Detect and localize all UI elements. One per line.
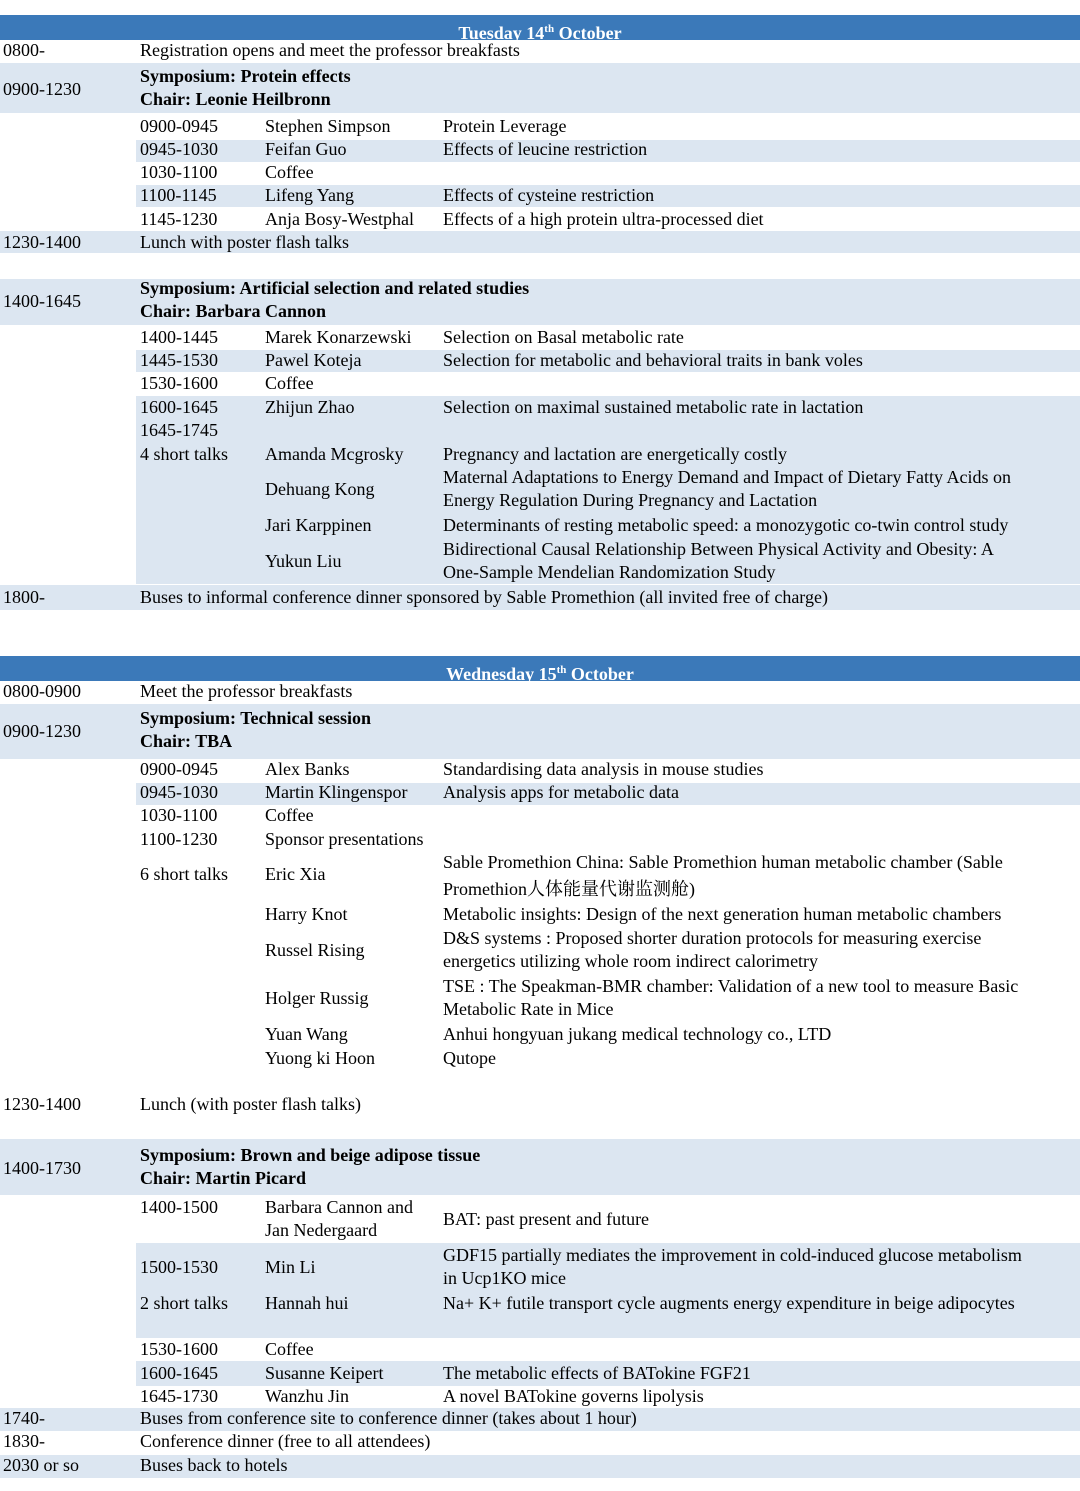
symposium-chair: Chair: Leonie Heilbronn: [140, 89, 331, 109]
header-date-number: 15: [538, 664, 557, 684]
talk-slot: 1400-1445: [140, 327, 218, 347]
speaker-name: Coffee: [265, 805, 314, 825]
talk-title: Bidirectional Causal Relationship Between Physical Activity and Obesity: A: [443, 539, 994, 559]
session-time: 1740-: [3, 1408, 45, 1428]
speaker-name: Sponsor presentations: [265, 829, 424, 849]
session-time: 1230-1400: [3, 1094, 81, 1114]
talk-slot: 1030-1100: [140, 805, 218, 825]
talk-slot: 1100-1145: [140, 185, 217, 205]
day-header: [0, 15, 1080, 43]
session-time: 1830-: [3, 1431, 45, 1451]
talk-slot: 1400-1500: [140, 1197, 218, 1217]
speaker-name: Alex Banks: [265, 759, 350, 779]
header-weekday: Wednesday: [446, 664, 535, 684]
talk-slot: 0945-1030: [140, 139, 218, 159]
talk-title: Qutope: [443, 1048, 496, 1068]
speaker-name: Barbara Cannon and: [265, 1197, 413, 1217]
talk-slot: 4 short talks: [140, 444, 228, 464]
talk-title: D&S systems : Proposed shorter duration protocols for measuring exercise: [443, 928, 982, 948]
speaker-name: Jari Karppinen: [265, 515, 372, 535]
talk-title: Selection on Basal metabolic rate: [443, 327, 684, 347]
symposium-title: Symposium: Protein effects: [140, 66, 351, 86]
speaker-name: Anja Bosy-Westphal: [265, 209, 415, 229]
session-time: 0800-: [3, 40, 45, 60]
speaker-name: Yuong ki Hoon: [265, 1048, 376, 1068]
talk-slot: 1530-1600: [140, 1339, 218, 1359]
talk-title: Selection on maximal sustained metabolic rate in lactation: [443, 397, 864, 417]
talk-title: Selection for metabolic and behavioral traits in bank voles: [443, 350, 863, 370]
talk-title: The metabolic effects of BATokine FGF21: [443, 1363, 751, 1383]
symposium-chair: Chair: Martin Picard: [140, 1168, 306, 1188]
talk-slot: 0945-1030: [140, 782, 218, 802]
speaker-name: Eric Xia: [265, 864, 326, 884]
speaker-name: Martin Klingenspor: [265, 782, 408, 802]
session-description: Meet the professor breakfasts: [140, 681, 353, 701]
speaker-name: Russel Rising: [265, 940, 365, 960]
talk-slot: 1600-1645: [140, 1363, 218, 1383]
session-description: Registration opens and meet the professor breakfasts: [140, 40, 520, 60]
session-description: Lunch with poster flash talks: [140, 232, 349, 252]
speaker-name: Stephen Simpson: [265, 116, 391, 136]
talk-slot: 1600-1645: [140, 397, 218, 417]
header-month: October: [570, 664, 634, 684]
talk-title: Na+ K+ futile transport cycle augments energy expenditure in beige adipocytes: [443, 1293, 1015, 1313]
speaker-name: Harry Knot: [265, 904, 348, 924]
speaker-name: Jan Nedergaard: [265, 1220, 378, 1240]
session-time: 1400-1730: [3, 1158, 81, 1178]
speaker-name: Hannah hui: [265, 1293, 349, 1313]
session-description: Buses back to hotels: [140, 1455, 288, 1475]
header-date-suffix: th: [556, 664, 567, 676]
talk-title: Protein Leverage: [443, 116, 567, 136]
session-description: Lunch (with poster flash talks): [140, 1094, 361, 1114]
talk-slot: 2 short talks: [140, 1293, 228, 1313]
talk-slot: 1530-1600: [140, 373, 218, 393]
talk-title: Determinants of resting metabolic speed: a monozygotic co-twin control study: [443, 515, 1009, 535]
talk-slot: 0900-0945: [140, 759, 218, 779]
speaker-name: Min Li: [265, 1257, 316, 1277]
session-description: Buses from conference site to conference dinner (takes about 1 hour): [140, 1408, 637, 1428]
session-time: 0800-0900: [3, 681, 81, 701]
speaker-name: Amanda Mcgrosky: [265, 444, 404, 464]
speaker-name: Dehuang Kong: [265, 479, 375, 499]
talk-slot: 1445-1530: [140, 350, 218, 370]
talk-title: Metabolic Rate in Mice: [443, 999, 614, 1019]
talk-title: Effects of cysteine restriction: [443, 185, 655, 205]
session-time: 1230-1400: [3, 232, 81, 252]
symposium-title: Symposium: Brown and beige adipose tissue: [140, 1145, 481, 1165]
header-date-suffix: th: [544, 23, 555, 35]
speaker-name: Yuan Wang: [265, 1024, 348, 1044]
talk-slot: 0900-0945: [140, 116, 218, 136]
talk-title: Sable Promethion China: Sable Promethion human metabolic chamber (Sable: [443, 852, 1003, 872]
speaker-name: Coffee: [265, 162, 314, 182]
talk-title: TSE : The Speakman-BMR chamber: Validation of a new tool to measure Basic: [443, 976, 1019, 996]
speaker-name: Marek Konarzewski: [265, 327, 412, 347]
session-time: 0900-1230: [3, 721, 81, 741]
day-header: [0, 656, 1080, 684]
speaker-name: Zhijun Zhao: [265, 397, 355, 417]
speaker-name: Coffee: [265, 1339, 314, 1359]
speaker-name: Coffee: [265, 373, 314, 393]
talk-title: energetics utilizing whole room indirect calorimetry: [443, 951, 819, 971]
talk-slot: 1030-1100: [140, 162, 218, 182]
talk-title: GDF15 partially mediates the improvement in cold-induced glucose metabolism: [443, 1245, 1022, 1265]
session-description: Buses to informal conference dinner sponsored by Sable Promethion (all invited free of charge): [140, 587, 828, 607]
talk-title: BAT: past present and future: [443, 1209, 650, 1229]
speaker-name: Pawel Koteja: [265, 350, 362, 370]
session-description: Conference dinner (free to all attendees): [140, 1431, 431, 1451]
symposium-title: Symposium: Artificial selection and related studies: [140, 278, 530, 298]
talk-title: Energy Regulation During Pregnancy and Lactation: [443, 490, 818, 510]
talk-slot: 1145-1230: [140, 209, 218, 229]
talk-title: Standardising data analysis in mouse studies: [443, 759, 764, 779]
session-time: 2030 or so: [3, 1455, 79, 1475]
symposium-chair: Chair: TBA: [140, 731, 233, 751]
speaker-name: Lifeng Yang: [265, 185, 354, 205]
symposium-title: Symposium: Technical session: [140, 708, 372, 728]
talk-title: Effects of a high protein ultra-processed diet: [443, 209, 764, 229]
talk-title: Anhui hongyuan jukang medical technology co., LTD: [443, 1024, 832, 1044]
talk-title: Analysis apps for metabolic data: [443, 782, 679, 802]
speaker-name: Susanne Keipert: [265, 1363, 384, 1383]
talk-slot: 1645-1730: [140, 1386, 218, 1406]
session-time: 0900-1230: [3, 79, 81, 99]
speaker-name: Holger Russig: [265, 988, 369, 1008]
talk-slot: 1500-1530: [140, 1257, 218, 1277]
session-time: 1800-: [3, 587, 45, 607]
header-month: October: [558, 23, 622, 43]
speaker-name: Wanzhu Jin: [265, 1386, 350, 1406]
symposium-chair: Chair: Barbara Cannon: [140, 301, 327, 321]
session-time: 1400-1645: [3, 291, 81, 311]
talk-title: A novel BATokine governs lipolysis: [443, 1386, 704, 1406]
talk-title: Maternal Adaptations to Energy Demand and Impact of Dietary Fatty Acids on: [443, 467, 1012, 487]
talk-slot: 1645-1745: [140, 420, 218, 440]
header-date-number: 14: [526, 23, 545, 43]
speaker-name: Yukun Liu: [265, 551, 342, 571]
speaker-name: Feifan Guo: [265, 139, 347, 159]
talk-title: in Ucp1KO mice: [443, 1268, 566, 1288]
talk-title: One-Sample Mendelian Randomization Study: [443, 562, 776, 582]
header-weekday: Tuesday: [458, 23, 522, 43]
talk-title: Metabolic insights: Design of the next generation human metabolic chambers: [443, 904, 1002, 924]
talk-title: Pregnancy and lactation are energetically costly: [443, 444, 788, 464]
talk-slot: 6 short talks: [140, 864, 228, 884]
talk-title: Effects of leucine restriction: [443, 139, 648, 159]
talk-slot: 1100-1230: [140, 829, 218, 849]
talk-title: Promethion人体能量代谢监测舱): [443, 879, 695, 899]
